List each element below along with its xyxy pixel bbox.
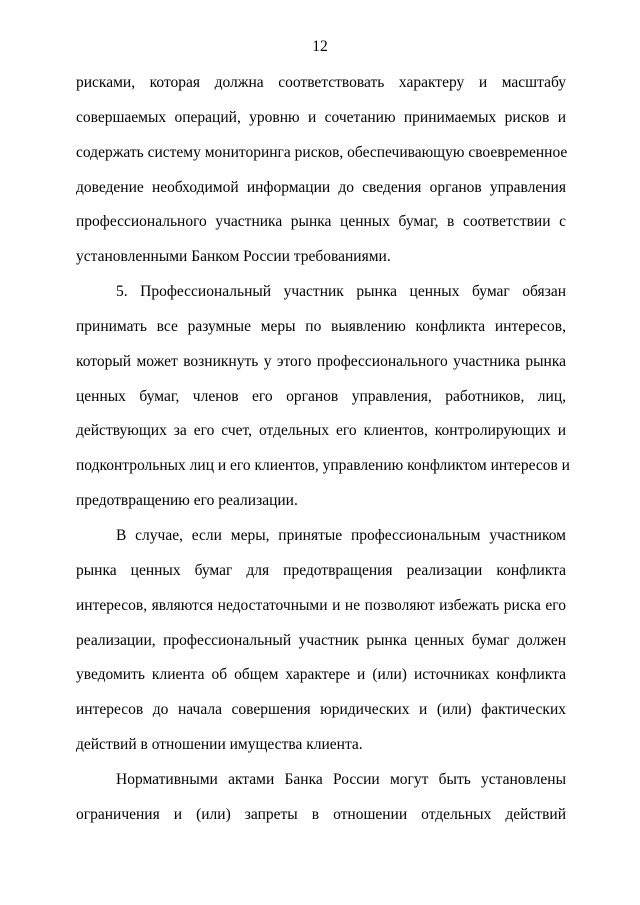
text-line: профессионального участника рынка ценных бумаг, в соответствии с <box>76 213 566 231</box>
text-line: Нормативными актами Банка России могут быть установлены <box>116 770 566 788</box>
text-line: рисками, которая должна соответствовать характеру и масштабу <box>76 74 566 91</box>
text-line: содержать систему мониторинга рисков, обеспечивающую своевременное <box>76 143 568 161</box>
text-line: который может возникнуть у этого профессионального участника рынка <box>76 352 566 370</box>
text-line: интересов до начала совершения юридических и (или) фактических <box>76 701 566 719</box>
text-line: предотвращению его реализации. <box>76 492 298 510</box>
text-line: реализации, профессиональный участник рынка ценных бумаг должен <box>76 631 566 649</box>
text-line: принимать все разумные меры по выявлению конфликта интересов, <box>76 317 566 335</box>
text-line: В случае, если меры, принятые профессиональным участником <box>116 526 566 544</box>
text-line: подконтрольных лиц и его клиентов, управлению конфликтом интересов и <box>76 457 570 475</box>
text-line: действующих за его счет, отдельных его клиентов, контролирующих и <box>76 422 566 440</box>
text-line: ценных бумаг, членов его органов управления, работников, лиц, <box>76 387 566 405</box>
text-line: доведение необходимой информации до сведения органов управления <box>76 178 566 196</box>
text-line: совершаемых операций, уровню и сочетанию принимаемых рисков и <box>76 108 566 126</box>
text-line: ограничения и (или) запреты в отношении отдельных действий <box>76 805 566 823</box>
page-number: 12 <box>312 38 328 55</box>
text-line: рынка ценных бумаг для предотвращения реализации конфликта <box>76 561 566 579</box>
text-line: 5. Профессиональный участник рынка ценных бумаг обязан <box>116 283 566 301</box>
text-line: установленными Банком России требованиями. <box>76 248 391 266</box>
document-body <box>76 66 570 833</box>
text-line: действий в отношении имущества клиента. <box>76 736 363 754</box>
text-line: интересов, являются недостаточными и не позволяют избежать риска его <box>76 596 566 614</box>
text-line: уведомить клиента об общем характере и (или) источниках конфликта <box>76 666 566 684</box>
